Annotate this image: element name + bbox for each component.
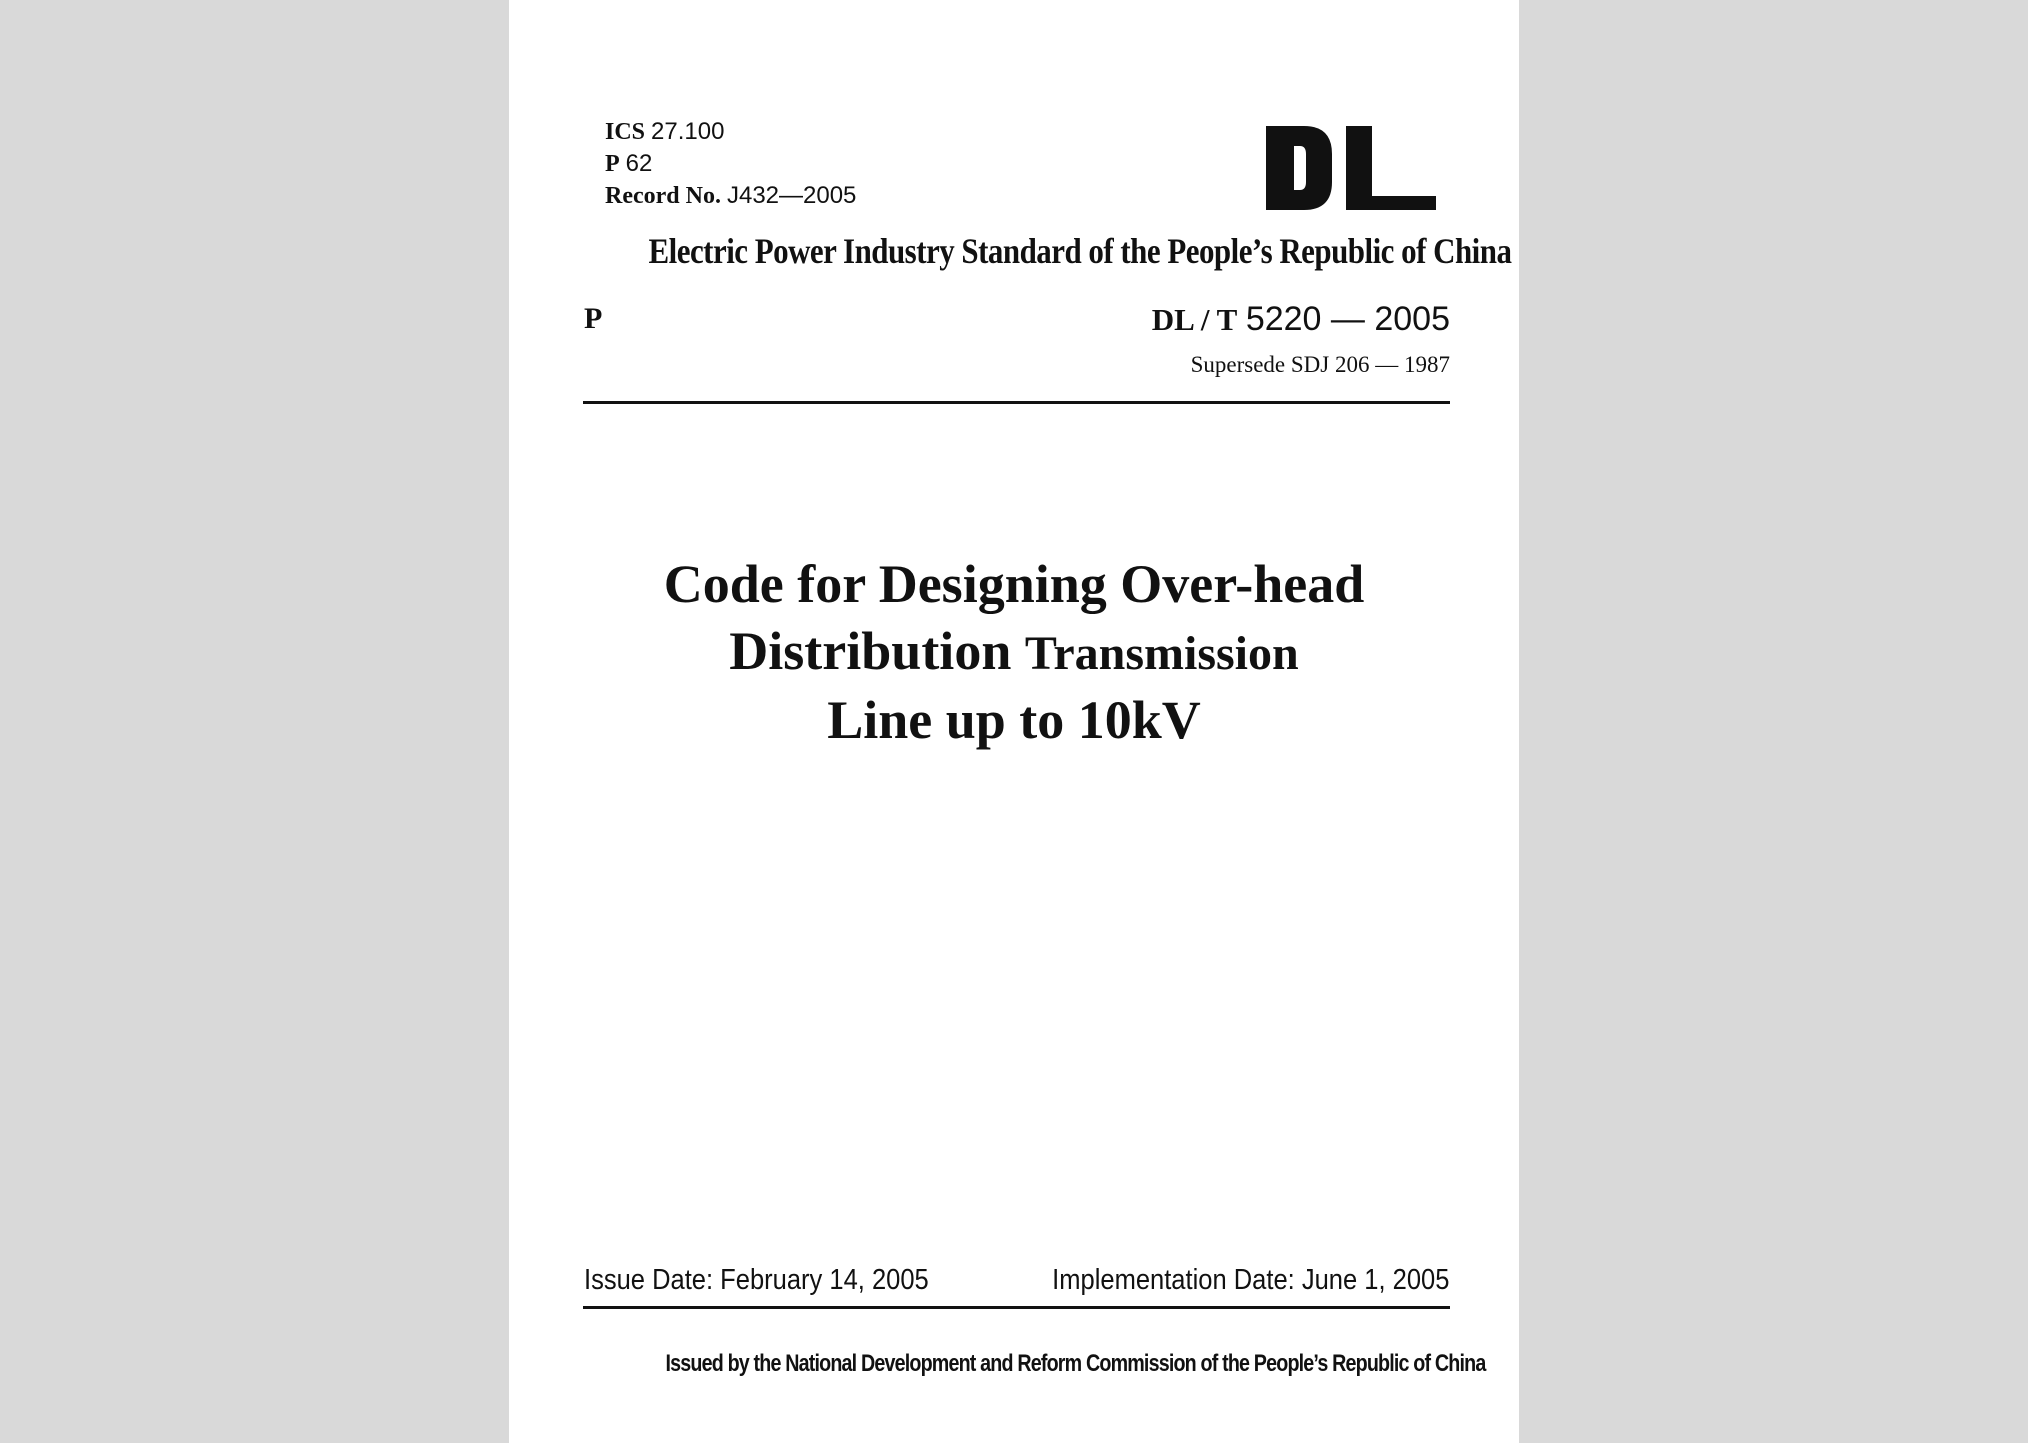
supersede-note: Supersede SDJ 206 — 1987 — [1190, 352, 1450, 377]
record-line — [605, 180, 856, 212]
record-label: Record No. — [605, 183, 721, 209]
issue-date: Issue Date: February 14, 2005 — [584, 1264, 929, 1296]
title-line-2-part-1: Distribution — [729, 621, 1012, 681]
issuer-line: Issued by the National Development and Reform Commission of the People’s Republic of China — [665, 1350, 1486, 1377]
classification-letter: P — [584, 302, 603, 335]
class-line — [605, 148, 856, 180]
record-value: J432—2005 — [726, 182, 857, 209]
standard-heading: Electric Power Industry Standard of the People’s Republic of China — [648, 231, 1512, 271]
title-line-2-part-2: Transmission — [1024, 627, 1299, 680]
ics-label: ICS — [605, 119, 646, 145]
title-line-3: Line up to 10kV — [827, 690, 1201, 750]
standard-number — [1152, 300, 1450, 339]
document-page — [509, 0, 1519, 1443]
document-title — [589, 551, 1439, 754]
bottom-divider — [583, 1306, 1450, 1309]
class-label: P — [605, 151, 620, 177]
meta-block — [605, 116, 856, 212]
standard-code: 5220 — 2005 — [1245, 300, 1450, 338]
implementation-date: Implementation Date: June 1, 2005 — [1051, 1264, 1449, 1296]
dl-logo — [1266, 126, 1436, 210]
ics-line — [605, 116, 856, 148]
title-line-1: Code for Designing Over-head — [663, 554, 1365, 614]
top-divider — [583, 401, 1450, 404]
standard-prefix: DL / T — [1151, 302, 1238, 337]
ics-value: 27.100 — [651, 118, 725, 145]
title-line-2 — [589, 618, 1439, 687]
class-value: 62 — [625, 150, 653, 177]
